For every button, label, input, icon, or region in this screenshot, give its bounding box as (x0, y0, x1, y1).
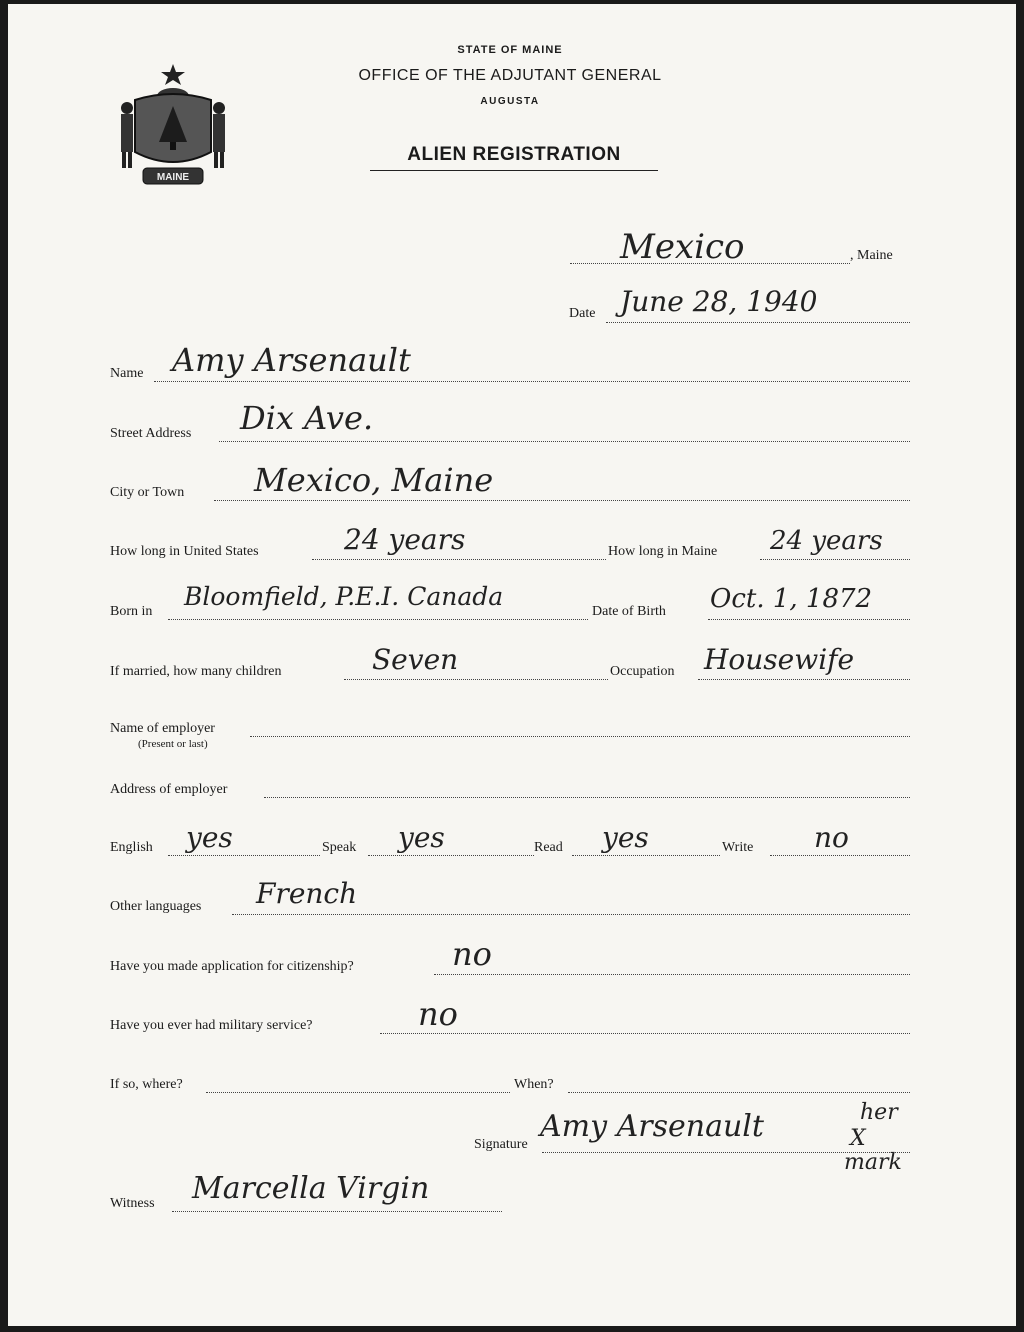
read-label: Read (534, 840, 563, 855)
city-line (214, 500, 910, 501)
english-value: yes (186, 821, 233, 854)
witness-line (172, 1211, 502, 1212)
office-heading: OFFICE OF THE ADJUTANT GENERAL (358, 67, 662, 84)
date-of-birth-label: Date of Birth (592, 604, 666, 619)
name-value: Amy Arsenault (172, 341, 411, 379)
occupation-value: Housewife (704, 643, 855, 676)
citizenship-value: no (452, 935, 492, 973)
street-value: Dix Ave. (240, 399, 374, 437)
city-value: Mexico, Maine (254, 461, 494, 499)
speak-value: yes (398, 821, 445, 854)
write-line (770, 855, 910, 856)
employer-label: Name of employer (110, 721, 215, 736)
if-so-where-line (206, 1092, 510, 1093)
other-languages-label: Other languages (110, 899, 202, 914)
employer-line (250, 736, 910, 737)
employer-address-line (264, 797, 910, 798)
occupation-line (698, 679, 910, 680)
born-in-line (168, 619, 588, 620)
date-of-birth-line (708, 619, 910, 620)
employer-address-label: Address of employer (110, 782, 228, 797)
signature-label: Signature (474, 1137, 528, 1152)
name-label: Name (110, 366, 144, 381)
seal-banner-text: MAINE (156, 172, 190, 183)
signature-mark: mark (844, 1150, 902, 1175)
date-label: Date (569, 306, 596, 321)
children-label: If married, how many children (110, 664, 282, 679)
if-so-where-label: If so, where? (110, 1077, 183, 1092)
read-value: yes (602, 821, 649, 854)
signature-her: her (860, 1100, 898, 1125)
write-value: no (814, 821, 849, 854)
speak-label: Speak (322, 840, 357, 855)
how-long-maine-value: 24 years (770, 526, 883, 556)
street-label: Street Address (110, 426, 192, 441)
name-line (154, 381, 910, 382)
how-long-us-label: How long in United States (110, 544, 259, 559)
citizenship-line (434, 974, 910, 975)
how-long-maine-line (760, 559, 910, 560)
registration-form (8, 4, 1016, 1326)
military-line (380, 1033, 910, 1034)
when-line (568, 1092, 910, 1093)
city-label: City or Town (110, 485, 185, 500)
children-value: Seven (372, 643, 459, 676)
how-long-us-value: 24 years (344, 523, 466, 556)
other-languages-value: French (256, 877, 358, 910)
title-underline (370, 170, 658, 171)
occupation-label: Occupation (610, 664, 675, 679)
date-value: June 28, 1940 (620, 285, 818, 318)
speak-line (368, 855, 534, 856)
military-value: no (418, 995, 458, 1033)
signature-value: Amy Arsenault (540, 1109, 764, 1144)
form-title: ALIEN REGISTRATION (407, 144, 621, 165)
street-line (219, 441, 910, 442)
city-heading: AUGUSTA (480, 96, 540, 107)
english-label: English (110, 840, 153, 855)
date-of-birth-value: Oct. 1, 1872 (710, 584, 873, 614)
witness-value: Marcella Virgin (192, 1171, 430, 1206)
english-line (168, 855, 320, 856)
when-label: When? (514, 1077, 554, 1092)
military-label: Have you ever had military service? (110, 1018, 313, 1033)
write-label: Write (722, 840, 754, 855)
children-line (344, 679, 608, 680)
place-value: Mexico (620, 227, 745, 267)
read-line (572, 855, 720, 856)
date-line (606, 322, 910, 323)
state-heading: STATE OF MAINE (457, 44, 563, 56)
witness-label: Witness (110, 1196, 155, 1211)
born-in-value: Bloomfield, P.E.I. Canada (184, 582, 504, 611)
employer-note: (Present or last) (138, 738, 208, 750)
how-long-maine-label: How long in Maine (608, 544, 718, 559)
how-long-us-line (312, 559, 606, 560)
signature-x: X (850, 1126, 866, 1151)
other-languages-line (232, 914, 910, 915)
citizenship-label: Have you made application for citizenship? (110, 959, 354, 974)
place-suffix-label: , Maine (850, 248, 893, 263)
state-seal-icon (113, 60, 233, 190)
born-in-label: Born in (110, 604, 153, 619)
